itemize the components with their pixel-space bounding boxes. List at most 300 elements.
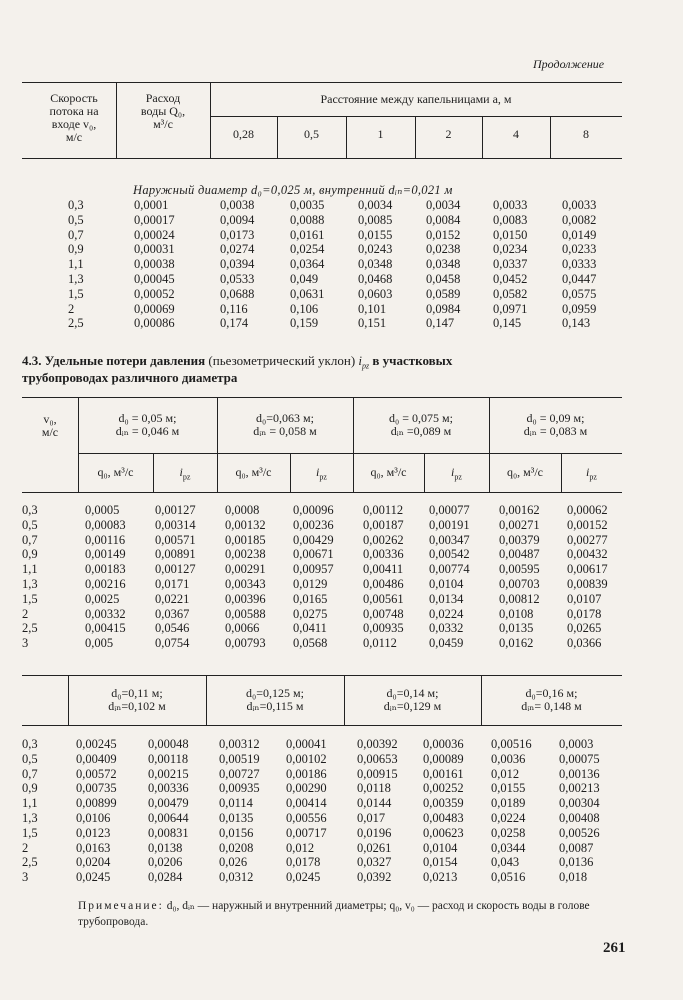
sub-header-q: q₀, м³/с xyxy=(370,465,407,479)
value-cell: 0,00487 xyxy=(499,547,540,562)
value-cell: 0,00052 xyxy=(134,286,175,301)
value-cell: 0,0165 xyxy=(293,591,328,606)
spacing-value: 0,28 xyxy=(233,127,254,141)
value-cell: 0,0224 xyxy=(491,810,526,825)
velocity-cell: 2 xyxy=(22,606,29,621)
page-number: 261 xyxy=(603,940,626,956)
table3-group-header xyxy=(206,687,344,713)
value-cell: 0,0149 xyxy=(562,227,597,242)
value-cell: 0,00213 xyxy=(559,781,600,796)
value-cell: 0,00031 xyxy=(134,242,175,257)
table2-top-rule xyxy=(22,397,622,398)
group-d0: d₀ = 0,09 м; xyxy=(526,411,585,425)
value-cell: 0,00017 xyxy=(134,212,175,227)
note-label: Примечание: xyxy=(78,900,164,912)
value-cell: 0,0208 xyxy=(219,840,254,855)
velocity-cell: 0,7 xyxy=(22,532,38,547)
value-cell: 0,0189 xyxy=(491,796,526,811)
table-row xyxy=(22,841,614,856)
velocity-cell: 0,5 xyxy=(22,751,38,766)
value-cell: 0,00486 xyxy=(363,576,404,591)
value-cell: 0,0468 xyxy=(358,271,393,286)
value-cell: 0,0001 xyxy=(134,198,169,212)
value-cell: 0,0129 xyxy=(293,576,328,591)
table-row xyxy=(22,503,622,518)
table-row xyxy=(22,547,622,562)
velocity-cell: 1,1 xyxy=(68,257,84,272)
value-cell: 0,0459 xyxy=(429,636,464,651)
value-cell: 0,0163 xyxy=(76,840,111,855)
velocity-cell: 0,5 xyxy=(22,517,38,532)
value-cell: 0,0344 xyxy=(491,840,526,855)
table1-subheader-rule xyxy=(210,116,622,117)
table1-flow-header xyxy=(122,92,204,131)
group-din: dᵢₙ = 0,058 м xyxy=(253,424,317,438)
sub-header-i xyxy=(290,466,353,483)
value-cell: 0,0150 xyxy=(493,227,528,242)
value-cell: 0,0452 xyxy=(493,271,528,286)
value-cell: 0,0104 xyxy=(429,576,464,591)
value-cell: 0,0688 xyxy=(220,286,255,301)
value-cell: 0,151 xyxy=(358,316,387,331)
value-cell: 0,0066 xyxy=(225,621,260,636)
velocity-cell: 2 xyxy=(22,840,29,855)
section-title-paren: (пьезометрический уклон) xyxy=(208,353,356,368)
value-cell: 0,0134 xyxy=(429,591,464,606)
value-cell: 0,00238 xyxy=(225,547,266,562)
value-cell: 0,0254 xyxy=(290,242,325,257)
table-row xyxy=(68,287,622,302)
value-cell: 0,0582 xyxy=(493,286,528,301)
value-cell: 0,0135 xyxy=(499,621,534,636)
value-cell: 0,0631 xyxy=(290,286,325,301)
spacing-value: 0,5 xyxy=(304,127,319,141)
value-cell: 0,0118 xyxy=(357,781,391,796)
table-row xyxy=(22,855,614,870)
value-cell: 0,0971 xyxy=(493,301,528,316)
value-cell: 0,0178 xyxy=(286,855,321,870)
value-cell: 0,00314 xyxy=(155,517,196,532)
value-cell: 0,00077 xyxy=(429,503,470,517)
velocity-cell: 0,9 xyxy=(68,242,84,257)
group-d0: d₀ = 0,05 м; xyxy=(118,411,177,425)
value-cell: 0,0136 xyxy=(559,855,594,870)
table-row xyxy=(22,737,614,752)
value-cell: 0,026 xyxy=(219,855,248,870)
value-cell: 0,0238 xyxy=(426,242,461,257)
value-cell: 0,00062 xyxy=(567,503,608,517)
table-row xyxy=(68,302,622,317)
table3-group-header xyxy=(68,687,206,713)
value-cell: 0,0036 xyxy=(491,751,526,766)
value-cell: 0,0154 xyxy=(423,855,458,870)
value-cell: 0,00161 xyxy=(423,766,464,781)
table-row xyxy=(22,781,614,796)
table-row xyxy=(68,257,622,272)
continuation-label: Продолжение xyxy=(533,57,605,71)
value-cell: 0,0005 xyxy=(85,503,120,517)
value-cell: 0,0366 xyxy=(567,636,602,651)
value-cell: 0,0082 xyxy=(562,212,597,227)
value-cell: 0,00347 xyxy=(429,532,470,547)
value-cell: 0,00703 xyxy=(499,576,540,591)
value-cell: 0,00116 xyxy=(85,532,126,547)
value-cell: 0,0084 xyxy=(426,212,461,227)
sub-header-q: q₀, м³/с xyxy=(506,465,544,479)
value-cell: 0,0333 xyxy=(562,257,597,272)
table3-bottom-rule xyxy=(22,725,622,726)
value-cell: 0,00149 xyxy=(85,547,126,562)
value-cell: 0,0394 xyxy=(220,257,255,272)
group-din: dᵢₙ =0,089 м xyxy=(390,424,452,438)
value-cell: 0,0458 xyxy=(426,271,461,286)
value-cell: 0,0364 xyxy=(290,257,325,272)
table-row xyxy=(22,796,614,811)
group-d0: d₀=0,16 м; xyxy=(525,686,578,700)
value-cell: 0,0568 xyxy=(293,636,328,651)
value-cell: 0,00277 xyxy=(567,532,608,547)
value-cell: 0,00793 xyxy=(225,636,266,651)
table-note xyxy=(78,898,638,930)
value-cell: 0,0112 xyxy=(363,636,397,651)
section-number: 4.3. xyxy=(22,353,42,368)
group-din: dᵢₙ=0,115 м xyxy=(246,699,304,713)
i-symbol: i xyxy=(316,465,320,479)
value-cell: 0,147 xyxy=(426,316,455,331)
value-cell: 0,00727 xyxy=(219,766,260,781)
value-cell: 0,00152 xyxy=(567,517,608,532)
velocity-cell: 1,5 xyxy=(22,825,38,840)
value-cell: 0,00617 xyxy=(567,562,608,577)
table-row xyxy=(22,752,614,767)
value-cell: 0,0161 xyxy=(290,227,325,242)
i-sub: pz xyxy=(319,472,327,482)
table-row xyxy=(22,811,614,826)
table2-group-header xyxy=(353,412,489,438)
value-cell: 0,0008 xyxy=(225,503,260,517)
value-cell: 0,0114 xyxy=(219,796,253,811)
value-cell: 0,00935 xyxy=(219,781,260,796)
value-cell: 0,00236 xyxy=(293,517,334,532)
value-cell: 0,0108 xyxy=(499,606,534,621)
value-cell: 0,00132 xyxy=(225,517,266,532)
value-cell: 0,00735 xyxy=(76,781,117,796)
spacing-value: 1 xyxy=(377,127,384,141)
header-line: Расход xyxy=(145,91,181,105)
value-cell: 0,0348 xyxy=(358,257,393,272)
value-cell: 0,0265 xyxy=(567,621,602,636)
group-d0: d₀=0,063 м; xyxy=(256,411,314,425)
value-cell: 0,106 xyxy=(290,301,319,316)
value-cell: 0,00588 xyxy=(225,606,266,621)
table-row xyxy=(22,562,622,577)
table-row xyxy=(22,577,622,592)
i-symbol: i xyxy=(451,465,455,479)
value-cell: 0,00542 xyxy=(429,547,470,562)
value-cell: 0,00408 xyxy=(559,810,600,825)
value-cell: 0,0171 xyxy=(155,576,190,591)
value-cell: 0,00312 xyxy=(219,737,260,751)
value-cell: 0,0274 xyxy=(220,242,255,257)
value-cell: 0,0367 xyxy=(155,606,190,621)
value-cell: 0,00216 xyxy=(85,576,126,591)
value-cell: 0,0025 xyxy=(85,591,120,606)
table2-mid-rule xyxy=(78,453,622,454)
value-cell: 0,0003 xyxy=(559,737,594,751)
velocity-cell: 1,1 xyxy=(22,796,38,811)
value-cell: 0,00717 xyxy=(286,825,327,840)
value-cell: 0,0754 xyxy=(155,636,190,651)
value-cell: 0,101 xyxy=(358,301,387,316)
value-cell: 0,00086 xyxy=(134,316,175,331)
value-cell: 0,0411 xyxy=(293,621,327,636)
value-cell: 0,00186 xyxy=(286,766,327,781)
value-cell: 0,00891 xyxy=(155,547,196,562)
velocity-cell: 3 xyxy=(22,636,29,651)
header-line: потока на xyxy=(49,104,99,118)
value-cell: 0,0033 xyxy=(562,198,597,212)
value-cell: 0,0221 xyxy=(155,591,190,606)
value-cell: 0,00561 xyxy=(363,591,404,606)
velocity-cell: 0,7 xyxy=(22,766,38,781)
section-symbol xyxy=(358,353,370,371)
group-din: dᵢₙ = 0,083 м xyxy=(523,424,588,438)
value-cell: 0,00671 xyxy=(293,547,334,562)
table1-bottom-rule xyxy=(22,158,622,159)
value-cell: 0,0156 xyxy=(219,825,254,840)
group-din: dᵢₙ=0,102 м xyxy=(108,699,166,713)
value-cell: 0,0275 xyxy=(293,606,328,621)
value-cell: 0,0337 xyxy=(493,257,528,272)
value-cell: 0,00112 xyxy=(363,503,404,517)
value-cell: 0,00038 xyxy=(134,257,175,272)
table-row xyxy=(22,870,614,885)
value-cell: 0,00653 xyxy=(357,751,398,766)
value-cell: 0,00343 xyxy=(225,576,266,591)
value-cell: 0,00483 xyxy=(423,810,464,825)
value-cell: 0,0245 xyxy=(286,870,321,885)
value-cell: 0,0162 xyxy=(499,636,534,651)
value-cell: 0,00957 xyxy=(293,562,334,577)
header-line: v₀, xyxy=(43,412,57,426)
spacing-value: 2 xyxy=(445,127,452,141)
velocity-cell: 0,3 xyxy=(68,198,84,212)
value-cell: 0,00479 xyxy=(148,796,189,811)
table2-bottom-rule xyxy=(22,492,622,493)
value-cell: 0,0196 xyxy=(357,825,392,840)
table-row xyxy=(22,767,614,782)
velocity-cell: 2,5 xyxy=(22,621,38,636)
value-cell: 0,00379 xyxy=(499,532,540,547)
value-cell: 0,00414 xyxy=(286,796,327,811)
i-sub: pz xyxy=(454,472,462,482)
value-cell: 0,0233 xyxy=(562,242,597,257)
value-cell: 0,0589 xyxy=(426,286,461,301)
value-cell: 0,00045 xyxy=(134,271,175,286)
velocity-cell: 0,5 xyxy=(68,212,84,227)
i-sub: pz xyxy=(589,472,597,482)
value-cell: 0,00215 xyxy=(148,766,189,781)
value-cell: 0,0261 xyxy=(357,840,392,855)
value-cell: 0,0123 xyxy=(76,825,111,840)
value-cell: 0,00415 xyxy=(85,621,126,636)
value-cell: 0,0155 xyxy=(358,227,393,242)
value-cell: 0,00185 xyxy=(225,532,266,547)
group-din: dᵢₙ = 0,046 м xyxy=(115,424,180,438)
value-cell: 0,0106 xyxy=(76,810,111,825)
value-cell: 0,0234 xyxy=(493,242,528,257)
value-cell: 0,012 xyxy=(491,766,520,781)
value-cell: 0,00526 xyxy=(559,825,600,840)
value-cell: 0,00187 xyxy=(363,517,404,532)
value-cell: 0,00359 xyxy=(423,796,464,811)
value-cell: 0,00396 xyxy=(225,591,266,606)
table-row xyxy=(68,213,622,228)
velocity-cell: 2,5 xyxy=(68,316,84,331)
table-row xyxy=(68,228,622,243)
value-cell: 0,00432 xyxy=(567,547,608,562)
header-line: м³/с xyxy=(153,117,173,131)
section-symbol-text: i xyxy=(358,353,363,368)
section-title-part: в участковых xyxy=(372,353,453,368)
value-cell: 0,049 xyxy=(290,271,319,286)
value-cell: 0,0258 xyxy=(491,825,526,840)
header-line: воды Q₀, xyxy=(140,104,186,118)
value-cell: 0,0327 xyxy=(357,855,392,870)
value-cell: 0,0575 xyxy=(562,286,597,301)
value-cell: 0,00915 xyxy=(357,766,398,781)
value-cell: 0,0224 xyxy=(429,606,464,621)
table-row xyxy=(68,198,622,213)
value-cell: 0,0533 xyxy=(220,271,255,286)
value-cell: 0,017 xyxy=(357,810,386,825)
sub-header-i xyxy=(424,466,489,483)
table3-top-rule xyxy=(22,675,622,676)
value-cell: 0,043 xyxy=(491,855,520,870)
value-cell: 0,00118 xyxy=(148,751,189,766)
section-heading-line2: трубопроводах различного диаметра xyxy=(22,370,238,385)
value-cell: 0,0984 xyxy=(426,301,461,316)
value-cell: 0,00290 xyxy=(286,781,327,796)
table1-spacing-header: Расстояние между капельницами a, м xyxy=(320,92,512,106)
value-cell: 0,00183 xyxy=(85,562,126,577)
value-cell: 0,0173 xyxy=(220,227,255,242)
table-row xyxy=(22,518,622,533)
velocity-cell: 1,3 xyxy=(22,810,38,825)
value-cell: 0,0033 xyxy=(493,198,528,212)
sub-header-q: q₀, м³/с xyxy=(235,465,272,479)
value-cell: 0,0392 xyxy=(357,870,392,885)
velocity-cell: 0,9 xyxy=(22,547,38,562)
table-row xyxy=(22,592,622,607)
value-cell: 0,00336 xyxy=(363,547,404,562)
value-cell: 0,0284 xyxy=(148,870,183,885)
value-cell: 0,0087 xyxy=(559,840,594,855)
value-cell: 0,00127 xyxy=(155,503,196,517)
value-cell: 0,0603 xyxy=(358,286,393,301)
value-cell: 0,00392 xyxy=(357,737,398,751)
table1-velocity-header xyxy=(38,92,110,144)
value-cell: 0,00429 xyxy=(293,532,334,547)
value-cell: 0,0107 xyxy=(567,591,602,606)
value-cell: 0,00136 xyxy=(559,766,600,781)
sub-header-i xyxy=(153,466,217,483)
value-cell: 0,00041 xyxy=(286,737,327,751)
header-line: входе v₀, xyxy=(51,117,97,131)
value-cell: 0,0204 xyxy=(76,855,111,870)
value-cell: 0,0516 xyxy=(491,870,526,885)
value-cell: 0,00899 xyxy=(76,796,117,811)
value-cell: 0,0034 xyxy=(426,198,461,212)
value-cell: 0,0312 xyxy=(219,870,254,885)
value-cell: 0,0104 xyxy=(423,840,458,855)
value-cell: 0,0152 xyxy=(426,227,461,242)
value-cell: 0,00812 xyxy=(499,591,540,606)
table-row xyxy=(68,242,622,257)
velocity-cell: 1,1 xyxy=(22,562,38,577)
spacing-value: 8 xyxy=(583,127,589,141)
table2-velocity-header xyxy=(22,413,78,439)
table-row xyxy=(22,533,622,548)
value-cell: 0,0213 xyxy=(423,870,458,885)
table3-group-header xyxy=(344,687,481,713)
table1-top-rule xyxy=(22,82,622,83)
value-cell: 0,0088 xyxy=(290,212,325,227)
table-row xyxy=(68,316,622,331)
value-cell: 0,00271 xyxy=(499,517,540,532)
table2-group-header xyxy=(78,412,217,438)
value-cell: 0,00252 xyxy=(423,781,464,796)
header-line: м/с xyxy=(41,425,59,439)
value-cell: 0,00262 xyxy=(363,532,404,547)
value-cell: 0,0038 xyxy=(220,198,255,212)
value-cell: 0,143 xyxy=(562,316,591,331)
velocity-cell: 1,3 xyxy=(22,576,38,591)
value-cell: 0,00048 xyxy=(148,737,189,751)
value-cell: 0,0083 xyxy=(493,212,528,227)
value-cell: 0,0094 xyxy=(220,212,255,227)
value-cell: 0,0178 xyxy=(567,606,602,621)
value-cell: 0,0348 xyxy=(426,257,461,272)
value-cell: 0,00075 xyxy=(559,751,600,766)
value-cell: 0,0332 xyxy=(429,621,464,636)
value-cell: 0,0959 xyxy=(562,301,597,316)
table-row xyxy=(22,621,622,636)
value-cell: 0,00935 xyxy=(363,621,404,636)
value-cell: 0,00304 xyxy=(559,796,600,811)
note-text: d₀, dᵢₙ — наружный и внутренний диаметры; q₀, v₀ — расход и скорость воды в голове трубопровода. xyxy=(78,900,590,928)
table-row xyxy=(22,826,614,841)
value-cell: 0,00839 xyxy=(567,576,608,591)
group-d0: d₀=0,11 м; xyxy=(111,686,163,700)
header-line: м/с xyxy=(65,130,83,144)
value-cell: 0,145 xyxy=(493,316,522,331)
value-cell: 0,018 xyxy=(559,870,588,885)
value-cell: 0,00332 xyxy=(85,606,126,621)
value-cell: 0,174 xyxy=(220,316,249,331)
value-cell: 0,159 xyxy=(290,316,319,331)
value-cell: 0,0144 xyxy=(357,796,392,811)
group-d0: d₀=0,14 м; xyxy=(386,686,439,700)
value-cell: 0,00291 xyxy=(225,562,266,577)
value-cell: 0,00519 xyxy=(219,751,260,766)
sub-header-i xyxy=(561,466,622,483)
value-cell: 0,00162 xyxy=(499,503,540,517)
value-cell: 0,00089 xyxy=(423,751,464,766)
spacing-value: 4 xyxy=(513,127,519,141)
value-cell: 0,00748 xyxy=(363,606,404,621)
group-din: dᵢₙ=0,129 м xyxy=(383,699,442,713)
